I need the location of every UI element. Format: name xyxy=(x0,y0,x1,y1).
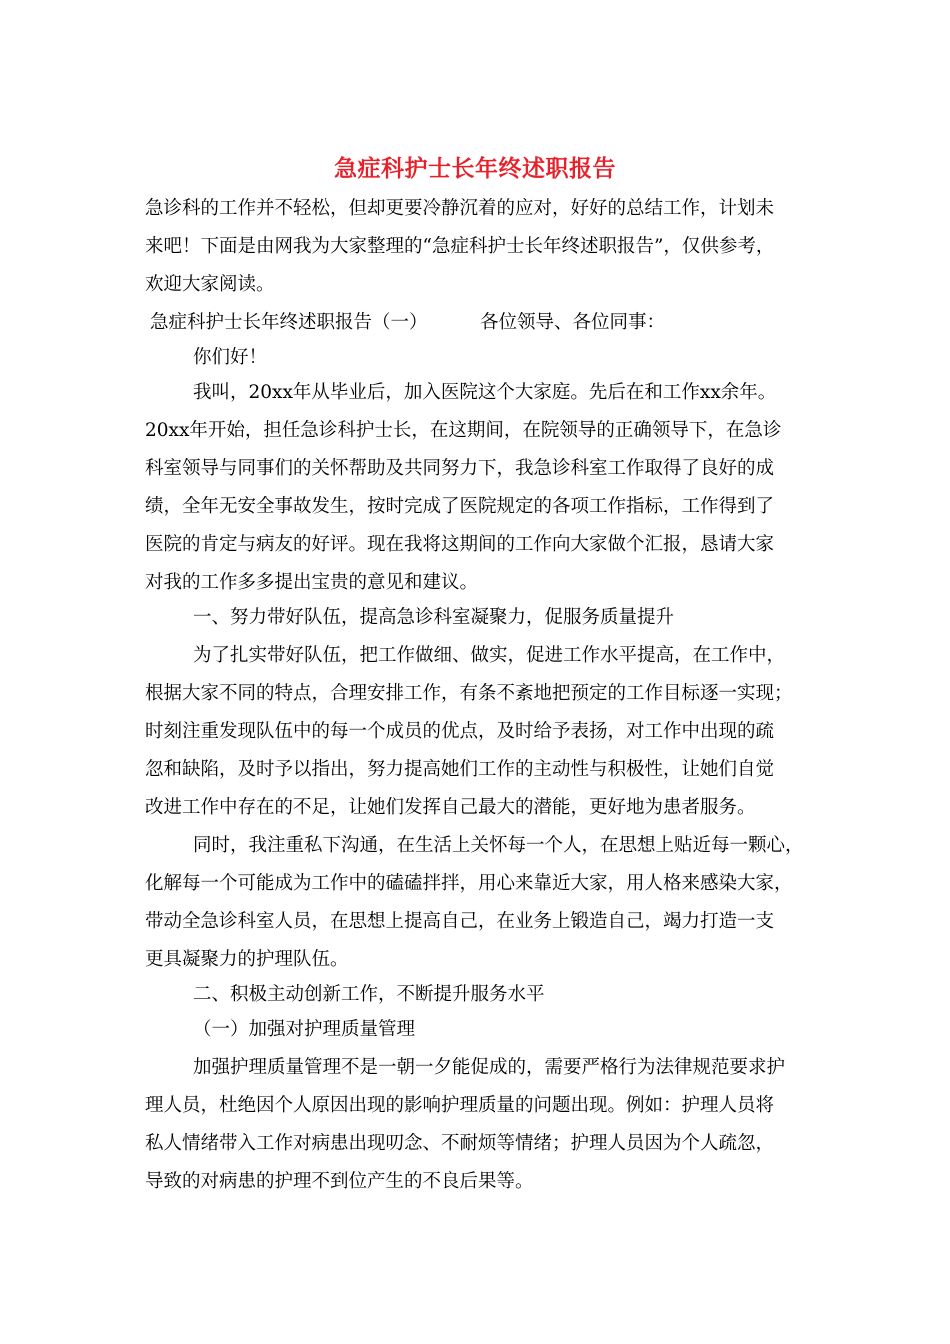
document-title: 急症科护士长年终述职报告 xyxy=(334,155,616,182)
paragraph-line: 医院的肯定与病友的好评。现在我将这期间的工作向大家做个汇报，恳请大家 xyxy=(145,534,775,555)
paragraph-line: 忽和缺陷，及时予以指出，努力提高她们工作的主动性与积极性，让她们自觉 xyxy=(145,759,775,780)
paragraph-line: 带动全急诊科室人员，在思想上提高自己，在业务上锻造自己，竭力打造一支 xyxy=(145,911,775,932)
paragraph-line: 科室领导与同事们的关怀帮助及共同努力下，我急诊科室工作取得了良好的成 xyxy=(145,458,775,479)
paragraph-line: 根据大家不同的特点，合理安排工作，有条不紊地把预定的工作目标逐一实现； xyxy=(145,683,793,704)
intro-line: 欢迎大家阅读。 xyxy=(145,274,275,295)
paragraph-line: 时刻注重发现队伍中的每一个成员的优点，及时给予表扬，对工作中出现的疏 xyxy=(145,721,775,742)
section-heading: 一、努力带好队伍，提高急诊科室凝聚力，促服务质量提升 xyxy=(193,607,675,628)
sub-section-heading: （一）加强对护理质量管理 xyxy=(193,1019,416,1040)
paragraph-line: 为了扎实带好队伍，把工作做细、做实，促进工作水平提高，在工作中， xyxy=(193,645,786,666)
salutation: 各位领导、各位同事： xyxy=(480,312,666,333)
intro-line: 急诊科的工作并不轻松，但却更要冷静沉着的应对，好好的总结工作，计划未 xyxy=(145,198,775,219)
paragraph-line: 对我的工作多多提出宝贵的意见和建议。 xyxy=(145,572,479,593)
paragraph-line: 导致的对病患的护理不到位产生的不良后果等。 xyxy=(145,1171,534,1192)
section-heading: 急症科护士长年终述职报告（一） xyxy=(150,312,428,333)
paragraph-line: 加强护理质量管理不是一朝一夕能促成的，需要严格行为法律规范要求护 xyxy=(193,1057,786,1078)
paragraph-line: 更具凝聚力的护理队伍。 xyxy=(145,949,349,970)
greeting: 你们好！ xyxy=(193,347,268,368)
paragraph-line: 20xx年开始，担任急诊科护士长，在这期间，在院领导的正确领导下，在急诊 xyxy=(145,420,782,441)
section-heading: 二、积极主动创新工作，不断提升服务水平 xyxy=(193,984,545,1005)
intro-line: 来吧！下面是由网我为大家整理的“急症科护士长年终述职报告”，仅供参考， xyxy=(145,236,775,257)
paragraph-line: 理人员，杜绝因个人原因出现的影响护理质量的问题出现。例如：护理人员将 xyxy=(145,1095,775,1116)
paragraph-line: 私人情绪带入工作对病患出现叨念、不耐烦等情绪；护理人员因为个人疏忽， xyxy=(145,1133,775,1154)
paragraph-line: 改进工作中存在的不足，让她们发挥自己最大的潜能，更好地为患者服务。 xyxy=(145,797,756,818)
paragraph-line: 我叫，20xx年从毕业后，加入医院这个大家庭。先后在和工作xx余年。 xyxy=(193,382,777,403)
paragraph-line: 绩，全年无安全事故发生，按时完成了医院规定的各项工作指标，工作得到了 xyxy=(145,496,775,517)
paragraph-line: 化解每一个可能成为工作中的磕磕拌拌，用心来靠近大家，用人格来感染大家， xyxy=(145,873,793,894)
paragraph-line: 同时，我注重私下沟通，在生活上关怀每一个人，在思想上贴近每一颗心， xyxy=(193,835,804,856)
